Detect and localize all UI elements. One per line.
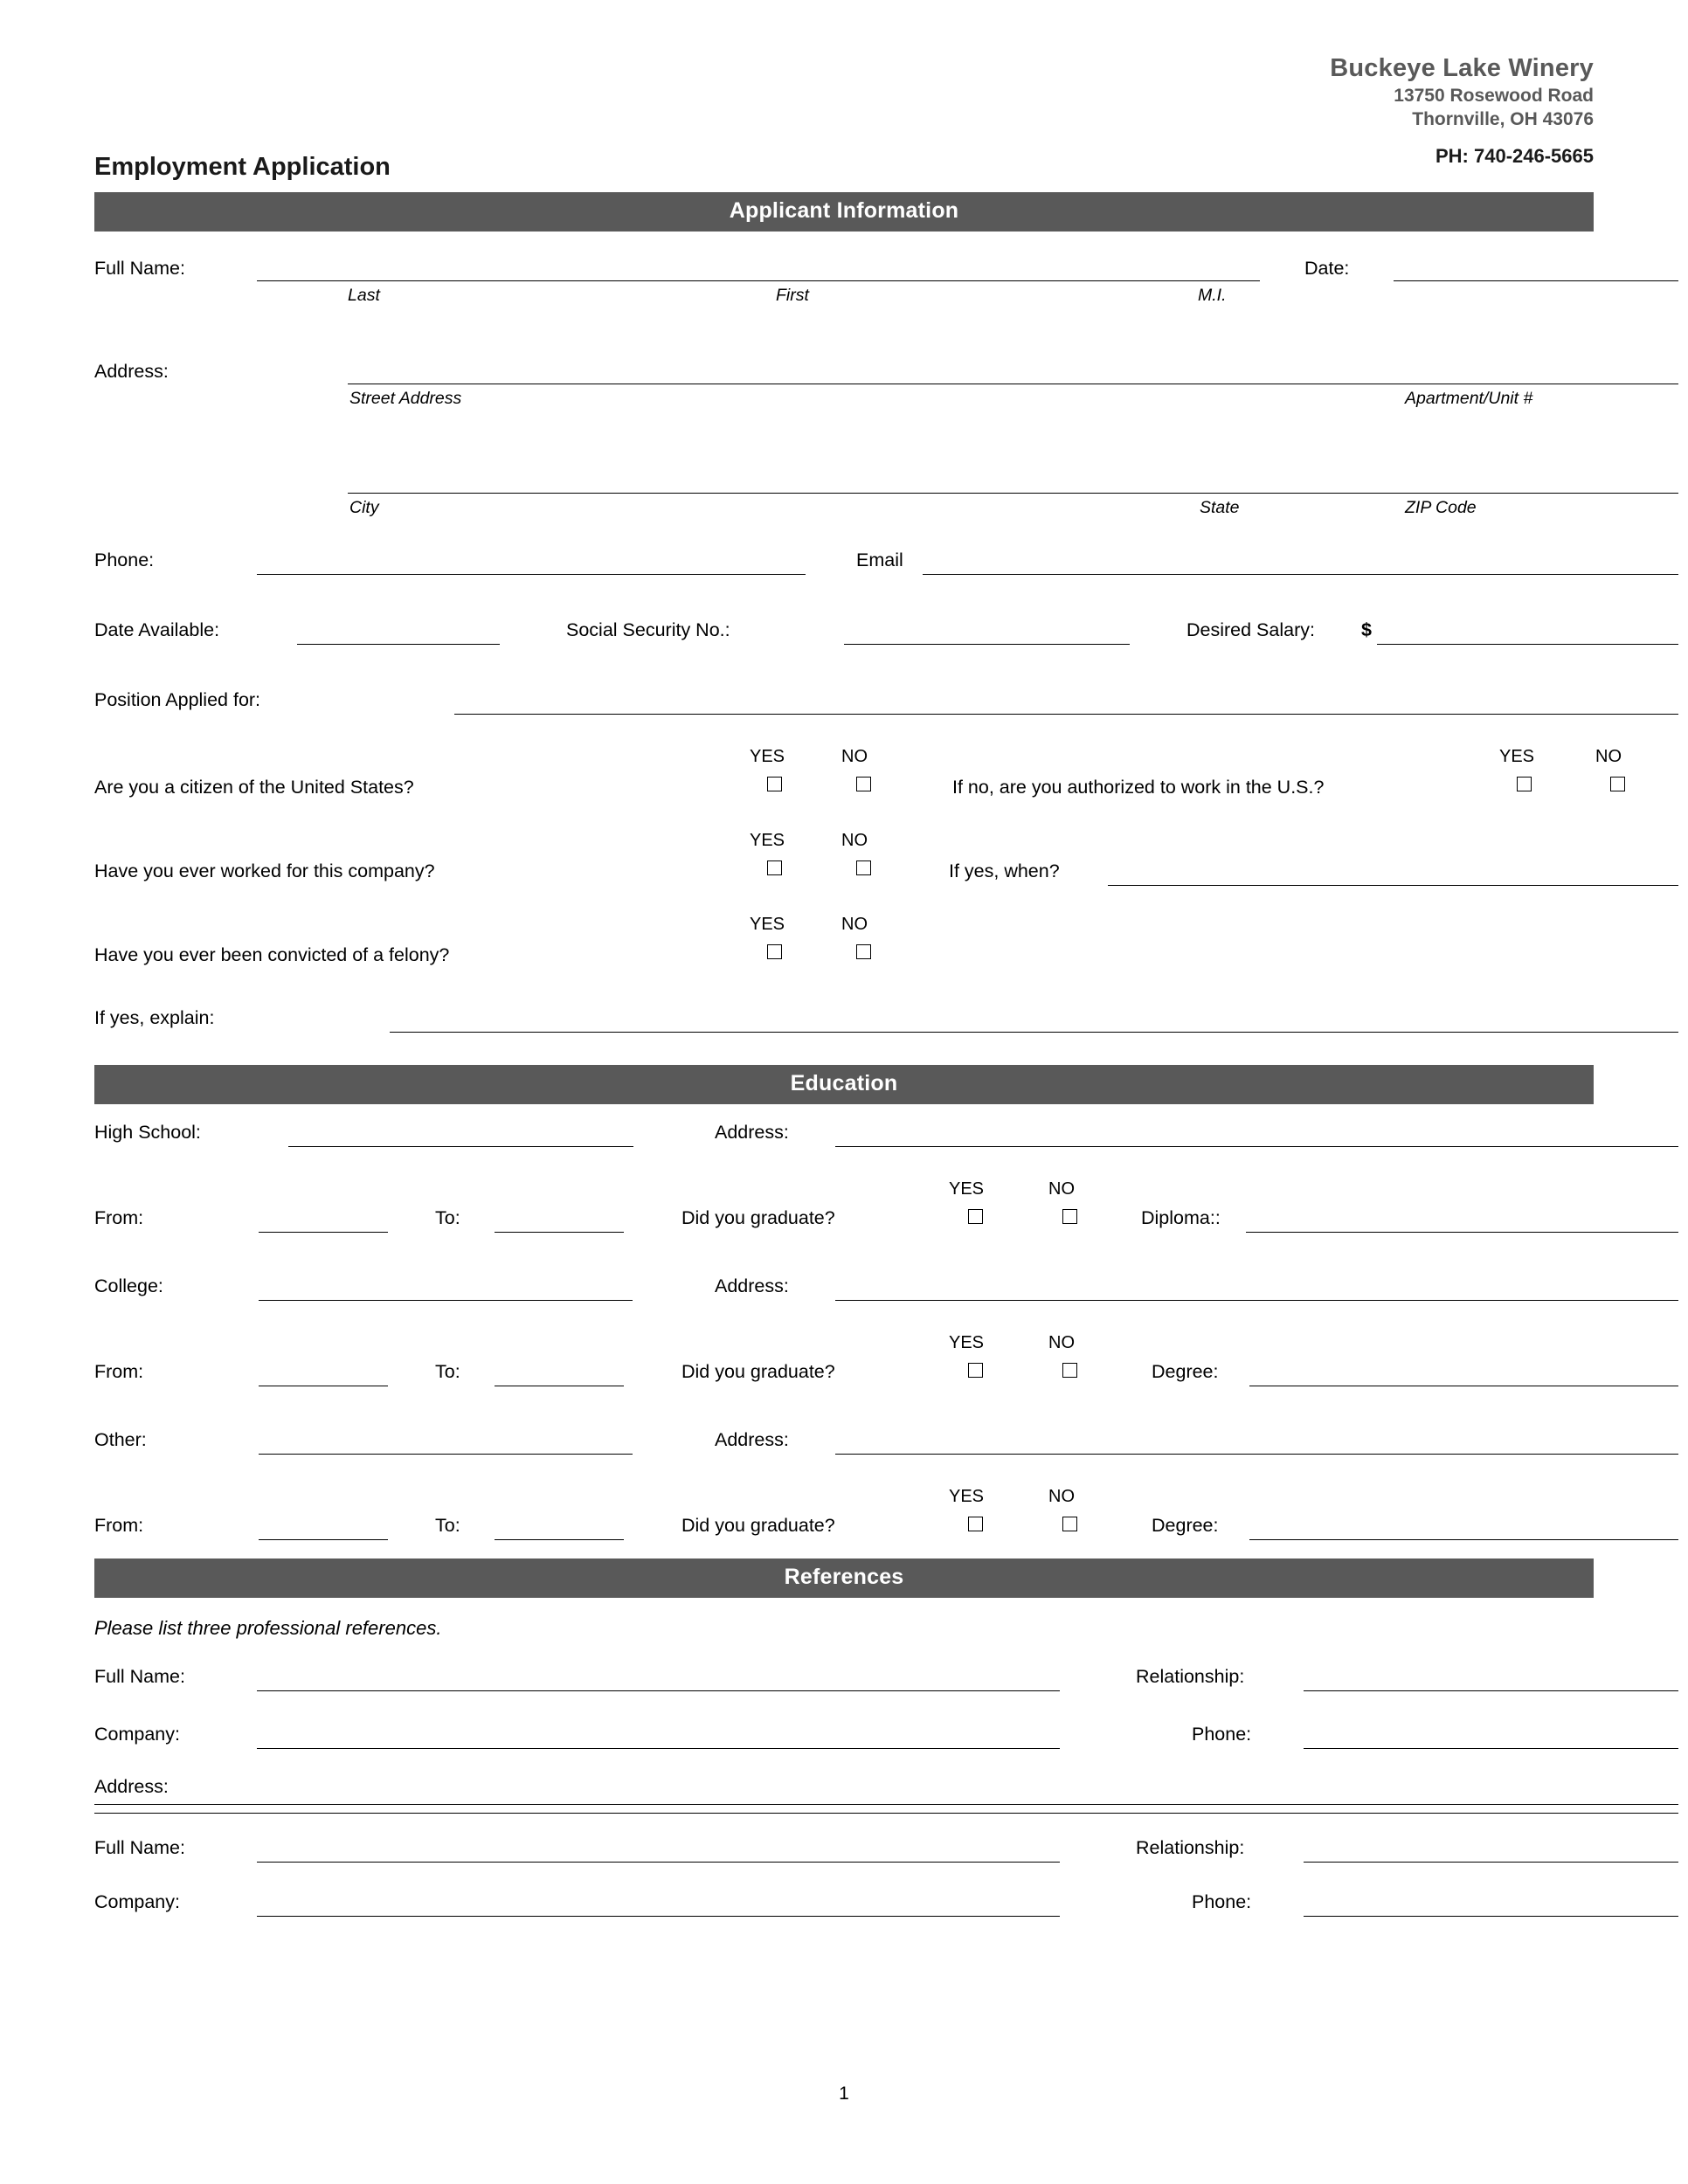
citizen-question-label: Are you a citizen of the United States? <box>94 777 414 798</box>
citizen-yes-checkbox[interactable] <box>767 777 782 791</box>
other-input[interactable] <box>259 1454 633 1455</box>
high-school-yes-label: YES <box>949 1179 985 1199</box>
college-dates-row <box>94 1326 1594 1412</box>
authorized-question-label: If no, are you authorized to work in the U.S.? <box>952 777 1325 798</box>
sublabel-street-address: Street Address <box>349 389 462 408</box>
college-row <box>94 1258 1594 1326</box>
position-applied-input[interactable] <box>454 714 1678 715</box>
availability-row <box>94 604 1594 674</box>
ref1-full-name-label: Full Name: <box>94 1666 185 1687</box>
other-no-label: NO <box>1048 1487 1075 1506</box>
if-yes-explain-input[interactable] <box>390 1032 1678 1033</box>
position-row <box>94 674 1594 740</box>
other-education-row <box>94 1412 1594 1480</box>
company-name: Buckeye Lake Winery <box>1330 54 1594 82</box>
reference-1-address-row <box>94 1773 1594 1825</box>
authorized-no-label: NO <box>1595 747 1622 766</box>
ref1-phone-label: Phone: <box>1192 1724 1252 1745</box>
worked-before-no-checkbox[interactable] <box>856 860 871 875</box>
other-from-input[interactable] <box>259 1539 388 1540</box>
other-yes-checkbox[interactable] <box>968 1517 983 1531</box>
college-input[interactable] <box>259 1300 633 1301</box>
worked-before-question-label: Have you ever worked for this company? <box>94 860 435 881</box>
applicant-information-block <box>94 232 1594 536</box>
felony-no-label: NO <box>841 915 868 934</box>
diploma-input[interactable] <box>1246 1232 1678 1233</box>
worked-before-row <box>94 824 1594 908</box>
high-school-no-label: NO <box>1048 1179 1075 1199</box>
reference-2-company-row <box>94 1883 1594 1940</box>
high-school-from-input[interactable] <box>259 1232 388 1233</box>
section-header-applicant-information: Applicant Information <box>94 192 1594 232</box>
felony-yes-label: YES <box>750 915 785 934</box>
other-no-checkbox[interactable] <box>1062 1517 1077 1531</box>
felony-row <box>94 908 1594 999</box>
diploma-label: Diploma:: <box>1141 1207 1221 1228</box>
desired-salary-input[interactable] <box>1377 644 1678 645</box>
if-yes-explain-label: If yes, explain: <box>94 1007 215 1028</box>
date-label: Date: <box>1304 258 1350 279</box>
sublabel-state: State <box>1200 498 1240 517</box>
high-school-from-label: From: <box>94 1207 144 1228</box>
other-from-label: From: <box>94 1515 144 1536</box>
ref2-company-label: Company: <box>94 1891 180 1912</box>
sublabel-zip: ZIP Code <box>1405 498 1477 517</box>
phone-input[interactable] <box>257 574 806 575</box>
citizen-yes-label: YES <box>750 747 785 766</box>
references-note-row <box>94 1598 1594 1657</box>
authorized-yes-label: YES <box>1499 747 1535 766</box>
reference-1-name-row <box>94 1657 1594 1715</box>
position-applied-label: Position Applied for: <box>94 689 261 710</box>
section-header-references: References <box>94 1559 1594 1598</box>
sublabel-city: City <box>349 498 379 517</box>
high-school-graduate-label: Did you graduate? <box>681 1207 835 1228</box>
felony-explain-row <box>94 999 1594 1065</box>
phone-email-row <box>94 536 1594 604</box>
ref1-full-name-input[interactable] <box>257 1690 1060 1691</box>
ref2-company-input[interactable] <box>257 1916 1060 1917</box>
other-yes-label: YES <box>949 1487 985 1506</box>
other-graduate-label: Did you graduate? <box>681 1515 835 1536</box>
section-header-education: Education <box>94 1065 1594 1104</box>
college-graduate-label: Did you graduate? <box>681 1361 835 1382</box>
ref1-company-label: Company: <box>94 1724 180 1745</box>
high-school-to-input[interactable] <box>495 1232 624 1233</box>
citizenship-row <box>94 740 1622 824</box>
authorized-yes-checkbox[interactable] <box>1517 777 1532 791</box>
date-available-label: Date Available: <box>94 619 220 640</box>
ref1-phone-input[interactable] <box>1304 1748 1678 1749</box>
full-name-label: Full Name: <box>94 258 185 279</box>
ssn-label: Social Security No.: <box>566 619 730 640</box>
other-degree-input[interactable] <box>1249 1539 1678 1540</box>
college-yes-checkbox[interactable] <box>968 1363 983 1378</box>
college-to-label: To: <box>435 1361 460 1382</box>
ref1-relationship-label: Relationship: <box>1136 1666 1245 1687</box>
high-school-label: High School: <box>94 1122 201 1143</box>
felony-no-checkbox[interactable] <box>856 944 871 959</box>
ref2-phone-input[interactable] <box>1304 1916 1678 1917</box>
college-address-input[interactable] <box>835 1300 1678 1301</box>
reference-1-company-row <box>94 1715 1594 1773</box>
if-yes-when-label: If yes, when? <box>949 860 1060 881</box>
high-school-input[interactable] <box>288 1146 633 1147</box>
worked-before-yes-checkbox[interactable] <box>767 860 782 875</box>
ref1-address-label: Address: <box>94 1776 169 1797</box>
date-input[interactable] <box>1394 280 1678 281</box>
desired-salary-label: Desired Salary: <box>1186 619 1315 640</box>
ref2-relationship-input[interactable] <box>1304 1862 1678 1863</box>
other-to-input[interactable] <box>495 1539 624 1540</box>
college-label: College: <box>94 1275 163 1296</box>
college-from-label: From: <box>94 1361 144 1382</box>
sublabel-last: Last <box>348 286 380 305</box>
page-title: Employment Application <box>94 153 391 181</box>
ref1-relationship-input[interactable] <box>1304 1690 1678 1691</box>
document-header <box>94 52 1594 192</box>
company-city-state-zip: Thornville, OH 43076 <box>1412 108 1594 129</box>
college-no-label: NO <box>1048 1333 1075 1352</box>
if-yes-when-input[interactable] <box>1108 885 1678 886</box>
phone-label: Phone: <box>94 549 155 570</box>
college-degree-label: Degree: <box>1152 1361 1219 1382</box>
high-school-yes-checkbox[interactable] <box>968 1209 983 1224</box>
company-info <box>1330 52 1594 169</box>
other-address-input[interactable] <box>835 1454 1678 1455</box>
full-name-input[interactable] <box>257 280 1260 281</box>
sublabel-first: First <box>776 286 809 305</box>
college-no-checkbox[interactable] <box>1062 1363 1077 1378</box>
other-address-label: Address: <box>715 1429 789 1450</box>
page-number: 1 <box>839 2084 849 2104</box>
ref2-phone-label: Phone: <box>1192 1891 1252 1912</box>
citizen-no-label: NO <box>841 747 868 766</box>
sublabel-apartment: Apartment/Unit # <box>1405 389 1533 408</box>
reference-2-name-row <box>94 1825 1594 1883</box>
references-note: Please list three professional references. <box>94 1617 442 1639</box>
felony-yes-checkbox[interactable] <box>767 944 782 959</box>
high-school-address-input[interactable] <box>835 1146 1678 1147</box>
authorized-no-checkbox[interactable] <box>1610 777 1625 791</box>
ref1-divider <box>94 1813 1678 1814</box>
high-school-dates-row <box>94 1172 1594 1258</box>
city-state-zip-input[interactable] <box>348 493 1678 494</box>
address-label: Address: <box>94 361 169 382</box>
college-address-label: Address: <box>715 1275 789 1296</box>
date-available-input[interactable] <box>297 644 500 645</box>
citizen-no-checkbox[interactable] <box>856 777 871 791</box>
form-sheet <box>94 52 1622 1940</box>
other-to-label: To: <box>435 1515 460 1536</box>
company-street: 13750 Rosewood Road <box>1394 86 1594 107</box>
other-degree-label: Degree: <box>1152 1515 1219 1536</box>
other-label: Other: <box>94 1429 147 1450</box>
high-school-to-label: To: <box>435 1207 460 1228</box>
high-school-address-label: Address: <box>715 1122 789 1143</box>
worked-before-no-label: NO <box>841 831 868 850</box>
felony-question-label: Have you ever been convicted of a felony? <box>94 944 450 965</box>
email-label: Email <box>856 549 903 570</box>
college-yes-label: YES <box>949 1333 985 1352</box>
high-school-row <box>94 1104 1594 1172</box>
email-input[interactable] <box>923 574 1678 575</box>
currency-symbol: $ <box>1361 619 1372 640</box>
high-school-no-checkbox[interactable] <box>1062 1209 1077 1224</box>
sublabel-mi: M.I. <box>1198 286 1227 305</box>
ref2-full-name-label: Full Name: <box>94 1837 185 1858</box>
ssn-input[interactable] <box>844 644 1130 645</box>
company-phone: PH: 740-246-5665 <box>1435 144 1594 167</box>
ref2-full-name-input[interactable] <box>257 1862 1060 1863</box>
ref2-relationship-label: Relationship: <box>1136 1837 1245 1858</box>
other-dates-row <box>94 1480 1594 1559</box>
worked-before-yes-label: YES <box>750 831 785 850</box>
ref1-company-input[interactable] <box>257 1748 1060 1749</box>
ref1-address-input[interactable] <box>94 1804 1678 1805</box>
